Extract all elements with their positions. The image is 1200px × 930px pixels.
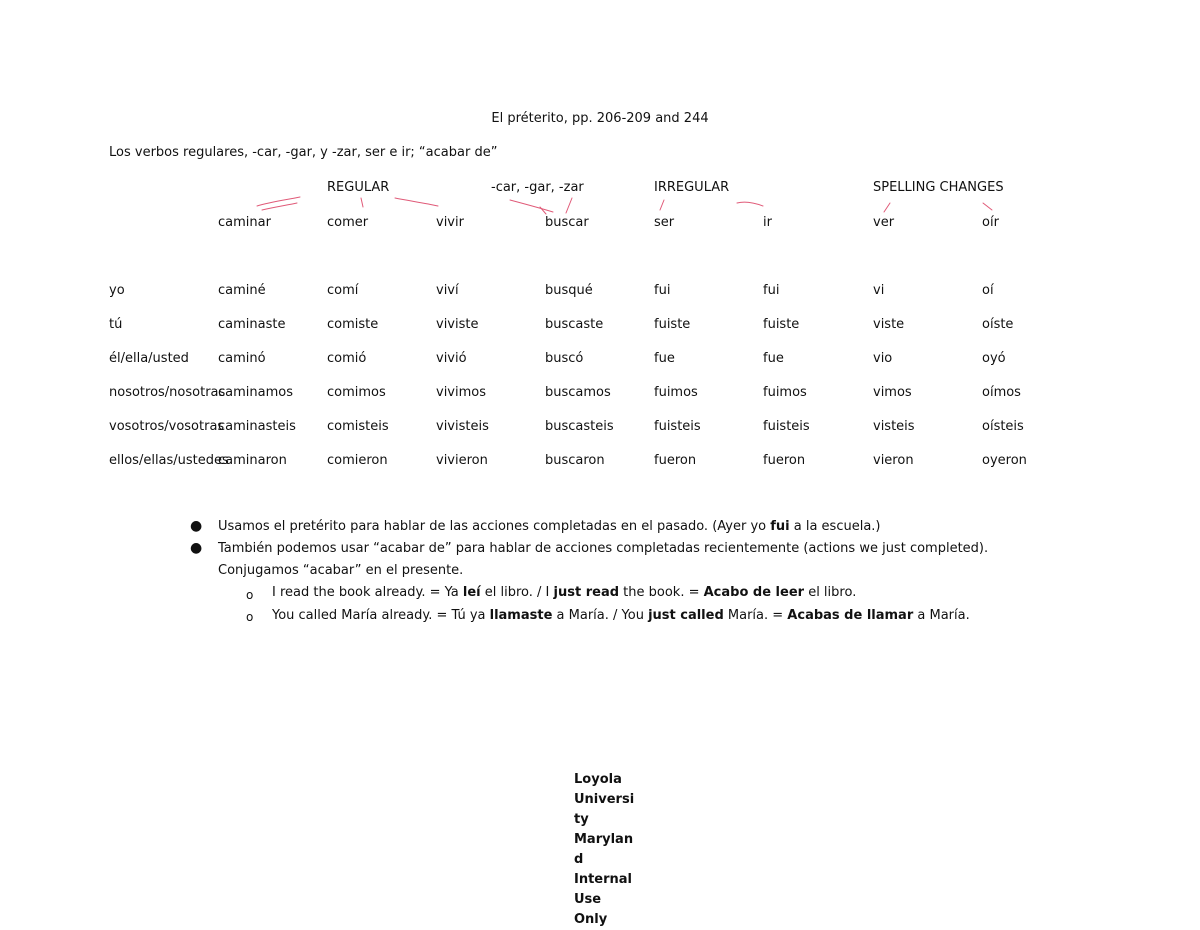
conjugated-form: vi [873,283,885,298]
page-title: El préterito, pp. 206-209 and 244 [491,111,709,126]
verb-infinitive: oír [982,215,999,230]
conjugated-form: vivió [436,351,467,366]
text-run: a María. / You [552,608,649,623]
conjugated-form: fue [654,351,675,366]
conjugated-form: comisteis [327,419,389,434]
text-run: el libro. [804,585,857,600]
bullet-dot-icon: ● [190,540,203,556]
conjugated-form: fui [654,283,671,298]
bold-run: fui [770,519,790,534]
bold-run: llamaste [489,608,553,623]
subtitle: Los verbos regulares, -car, -gar, y -zar, ser e ir; “acabar de” [109,145,498,160]
text-run: el libro. / I [480,585,554,600]
conjugated-form: fuisteis [763,419,810,434]
pronoun-label: ellos/ellas/ustedes [109,453,229,468]
conjugated-form: vio [873,351,893,366]
conjugated-form: oímos [982,385,1021,400]
conjugated-form: fueron [763,453,806,468]
conjugated-form: caminasteis [218,419,296,434]
footer-line: Marylan [574,832,634,847]
verb-infinitive: vivir [436,215,464,230]
bullet-item-1 [218,519,881,534]
text-run: the book. = [619,585,704,600]
header-irregular: IRREGULAR [654,180,730,195]
footer-line: Only [574,912,608,927]
footer-stamp [574,770,634,930]
conjugated-form: oyeron [982,453,1027,468]
footer-line: Universi [574,792,635,807]
sub-bullet-item-2 [272,608,970,623]
bullet-item-2-line-2: Conjugamos “acabar” en el presente. [218,563,464,578]
conjugated-form: fue [763,351,784,366]
header-car-gar-zar: -car, -gar, -zar [491,180,584,195]
conjugated-form: fui [763,283,780,298]
conjugated-form: caminé [218,283,266,298]
pronoun-label: yo [109,283,125,298]
conjugated-form: fuiste [763,317,800,332]
conjugated-form: comimos [327,385,386,400]
conjugated-form: vieron [873,453,914,468]
conjugated-form: comiste [327,317,379,332]
conjugated-form: vivimos [436,385,487,400]
conjugated-form: viví [436,283,459,298]
footer-line: d [574,852,584,867]
pronoun-label: tú [109,317,123,332]
conjugated-form: caminaste [218,317,286,332]
conjugated-form: comieron [327,453,388,468]
verb-infinitive: ir [763,215,772,230]
bold-run: just called [648,608,724,623]
footer-line: Use [574,892,602,907]
sub-bullet-item-1 [272,585,856,600]
conjugated-form: vivieron [436,453,488,468]
sub-bullet-circle-icon: o [246,610,254,624]
conjugated-form: buscaste [545,317,604,332]
bold-run: Acabo de leer [703,585,805,600]
bold-run: Acabas de llamar [787,608,914,623]
conjugated-form: vimos [873,385,912,400]
conjugated-form: fuisteis [654,419,701,434]
bold-run: leí [462,585,481,600]
text-run: a la escuela.) [789,519,881,534]
conjugated-form: vivisteis [436,419,489,434]
conjugated-form: caminaron [218,453,287,468]
conjugated-form: buscasteis [545,419,614,434]
conjugated-form: viviste [436,317,479,332]
text-run: María. = [723,608,788,623]
pronoun-label: nosotros/nosotras [109,385,226,400]
text-run: Usamos el pretérito para hablar de las acciones completadas en el pasado. (Ayer yo [218,519,771,534]
conjugated-form: visteis [873,419,915,434]
conjugated-form: fuimos [654,385,698,400]
bullet-dot-icon: ● [190,518,203,534]
conjugated-form: fuiste [654,317,691,332]
footer-line: Loyola [574,772,622,787]
conjugated-form: oí [982,283,994,298]
conjugated-form: buscó [545,351,584,366]
conjugated-form: oyó [982,351,1006,366]
sub-bullet-circle-icon: o [246,588,254,602]
conjugated-form: comió [327,351,367,366]
conjugated-form: comí [327,283,359,298]
conjugated-form: oísteis [982,419,1024,434]
footer-line: Internal [574,872,633,887]
conjugated-form: fuimos [763,385,807,400]
verb-infinitive: caminar [218,215,271,230]
bullet-item-2-line-1: También podemos usar “acabar de” para hablar de acciones completadas recientemente (actions we just completed). [218,541,989,556]
conjugated-form: caminamos [218,385,293,400]
bold-run: just read [553,585,620,600]
verb-infinitive: buscar [545,215,589,230]
conjugated-form: viste [873,317,905,332]
text-run: I read the book already. = Ya [272,585,463,600]
verb-infinitive: comer [327,215,369,230]
verb-infinitive: ver [873,215,895,230]
conjugated-form: buscaron [545,453,605,468]
header-spelling-changes: SPELLING CHANGES [873,180,1004,195]
conjugated-form: oíste [982,317,1014,332]
pronoun-label: él/ella/usted [109,351,189,366]
text-run: a María. [913,608,970,623]
conjugated-form: buscamos [545,385,611,400]
conjugated-form: busqué [545,283,593,298]
header-regular: REGULAR [327,180,390,195]
footer-line: ty [574,812,589,827]
verb-infinitive: ser [654,215,675,230]
pronoun-label: vosotros/vosotras [109,419,225,434]
conjugated-form: caminó [218,351,266,366]
conjugated-form: fueron [654,453,697,468]
text-run: You called María already. = Tú ya [272,608,490,623]
